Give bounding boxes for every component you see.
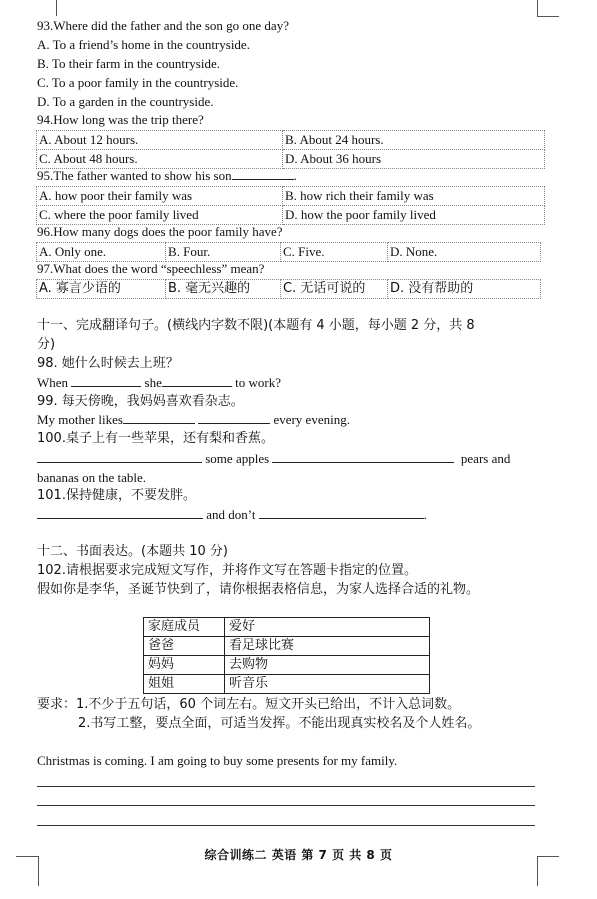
q98-part2: she — [144, 375, 162, 390]
q93-stem: 93.Where did the father and the son go one day? — [37, 18, 289, 33]
q93-option-c: C. To a poor family in the countryside. — [37, 75, 239, 90]
table-row — [144, 637, 430, 656]
q102-instruction: 102.请根据要求完成短文写作，并将作文写在答题卡指定的位置。 — [37, 563, 417, 578]
q99-part2: every evening. — [273, 412, 350, 427]
q97-options — [36, 279, 541, 299]
q95-stem-text: 95.The father wanted to show his son — [37, 168, 232, 183]
page-footer: 综合训练二 英语 第 7 页 共 8 页 — [204, 848, 393, 862]
q95-stem-end: . — [293, 168, 297, 183]
q97-option-b: B. 毫无兴趣的 — [166, 280, 281, 299]
q94-stem: 94.How long was the trip there? — [37, 112, 204, 127]
q97-option-a: A. 寡言少语的 — [37, 280, 166, 299]
q100-blank-1 — [37, 450, 202, 463]
q95-option-d: D. how the poor family lived — [283, 206, 545, 225]
q97-option-c: C. 无话可说的 — [281, 280, 388, 299]
q96-option-b: B. Four. — [166, 243, 281, 262]
table-cell-hobby: 去购物 — [225, 656, 430, 675]
q95-options — [36, 186, 545, 225]
q97-option-d: D. 没有帮助的 — [388, 280, 541, 299]
crop-mark-top-right-h — [537, 16, 559, 17]
requirement-1: 要求：1.不少于五句话，60 个词左右。短文开头已给出，不计入总词数。 — [37, 697, 461, 712]
q96-option-c: C. Five. — [281, 243, 388, 262]
q94-option-b: B. About 24 hours. — [283, 131, 545, 150]
q96-options — [36, 242, 541, 262]
q99-part1: My mother likes — [37, 412, 123, 427]
writing-line — [37, 825, 535, 826]
q98-sentence — [37, 374, 281, 392]
crop-mark-top-left — [56, 0, 57, 16]
table-row — [144, 675, 430, 694]
q100-chinese: 100.桌子上有一些苹果，还有梨和香蕉。 — [37, 431, 274, 446]
q98-blank-2 — [162, 374, 232, 387]
q99-blank-1 — [123, 411, 195, 424]
q101-blank-2 — [259, 506, 424, 519]
q100-part1: some apples — [205, 451, 270, 466]
q93-option-a: A. To a friend’s home in the countryside. — [37, 37, 250, 52]
q94-option-d: D. About 36 hours — [283, 150, 545, 169]
family-hobby-table — [143, 617, 430, 694]
table-header-member: 家庭成员 — [144, 618, 225, 637]
q95-blank — [232, 167, 294, 180]
writing-line — [37, 786, 535, 787]
q99-chinese: 99. 每天傍晚，我妈妈喜欢看杂志。 — [37, 394, 244, 409]
q101-blank-1 — [37, 506, 203, 519]
section-12-heading: 十二、书面表达。(本题共 10 分) — [37, 544, 228, 559]
q101-sentence — [37, 506, 427, 524]
table-cell-member: 爸爸 — [144, 637, 225, 656]
table-cell-hobby: 听音乐 — [225, 675, 430, 694]
q95-option-b: B. how rich their family was — [283, 187, 545, 206]
q97-stem: 97.What does the word “speechless” mean? — [37, 261, 265, 276]
crop-mark-top-right — [537, 0, 538, 16]
q99-blank-2 — [198, 411, 270, 424]
q96-option-d: D. None. — [388, 243, 541, 262]
table-cell-member: 妈妈 — [144, 656, 225, 675]
table-row — [144, 656, 430, 675]
q95-stem — [37, 167, 297, 185]
q95-option-a: A. how poor their family was — [37, 187, 283, 206]
q96-stem: 96.How many dogs does the poor family have? — [37, 224, 283, 239]
q95-option-c: C. where the poor family lived — [37, 206, 283, 225]
writing-line — [37, 805, 535, 806]
q98-part3: to work? — [235, 375, 281, 390]
q98-chinese: 98. 她什么时候去上班？ — [37, 356, 179, 371]
table-header-hobby: 爱好 — [225, 618, 430, 637]
q94-options — [36, 130, 545, 169]
section-11-heading: 十一、完成翻译句子。(横线内字数不限)(本题有 4 小题，每小题 2 分，共 8 — [37, 318, 475, 333]
q101-chinese: 101.保持健康，不要发胖。 — [37, 488, 196, 503]
section-11-heading-cont: 分) — [37, 337, 56, 352]
q99-sentence — [37, 411, 350, 429]
requirement-2: 2.书写工整，要点全面，可适当发挥。不能出现真实校名及个人姓名。 — [78, 716, 481, 731]
q101-part2: . — [423, 507, 427, 522]
q101-part1: and don’t — [206, 507, 256, 522]
q100-sentence-cont: bananas on the table. — [37, 470, 147, 485]
q93-option-d: D. To a garden in the countryside. — [37, 94, 214, 109]
q96-option-a: A. Only one. — [37, 243, 166, 262]
q100-sentence — [37, 450, 510, 468]
q100-part2: pears and — [460, 451, 511, 466]
q94-option-a: A. About 12 hours. — [37, 131, 283, 150]
q94-option-c: C. About 48 hours. — [37, 150, 283, 169]
essay-opening: Christmas is coming. I am going to buy some presents for my family. — [37, 753, 398, 768]
q98-blank-1 — [71, 374, 141, 387]
q102-scenario: 假如你是李华，圣诞节快到了，请你根据表格信息，为家人选择合适的礼物。 — [37, 582, 480, 597]
table-cell-member: 姐姐 — [144, 675, 225, 694]
q98-part1: When — [37, 375, 69, 390]
q100-blank-2 — [272, 450, 454, 463]
table-cell-hobby: 看足球比赛 — [225, 637, 430, 656]
q93-option-b: B. To their farm in the countryside. — [37, 56, 220, 71]
